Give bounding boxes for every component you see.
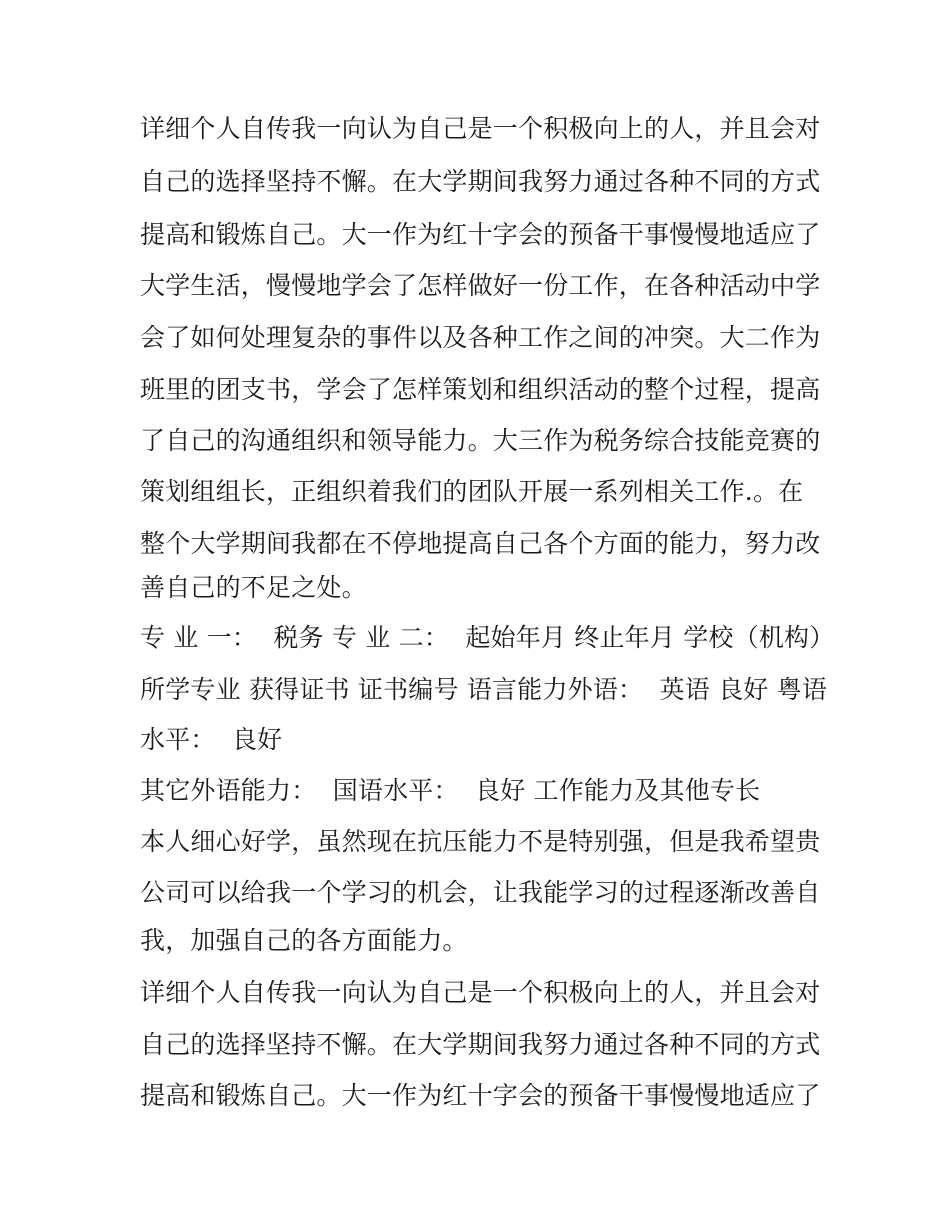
text-line: 大学生活，慢慢地学会了怎样做好一份工作，在各种活动中学: [140, 271, 821, 300]
text-line: 自己的选择坚持不懈。在大学期间我努力通过各种不同的方式: [140, 1030, 821, 1059]
text-line: 提高和锻炼自己。大一作为红十字会的预备干事慢慢地适应了: [140, 1081, 821, 1110]
text-line: 善自己的不足之处。: [140, 573, 367, 602]
text-line: 专 业 一： 税务 专 业 二： 起始年月 终止年月 学校（机构）: [140, 623, 835, 652]
text-line: 详细个人自传我一向认为自己是一个积极向上的人，并且会对: [140, 978, 821, 1007]
text-line: 了自己的沟通组织和领导能力。大三作为税务综合技能竞赛的: [140, 426, 821, 455]
text-line: 提高和锻炼自己。大一作为红十字会的预备干事慢慢地适应了: [140, 220, 821, 249]
text-line: 会了如何处理复杂的事件以及各种工作之间的冲突。大二作为: [140, 323, 821, 352]
text-line: 策划组组长，正组织着我们的团队开展一系列相关工作.。在: [140, 477, 804, 506]
text-line: 所学专业 获得证书 证书编号 语言能力外语： 英语 良好 粤语: [140, 675, 828, 704]
text-line: 详细个人自传我一向认为自己是一个积极向上的人，并且会对: [140, 114, 821, 143]
text-line: 整个大学期间我都在不停地提高自己各个方面的能力，努力改: [140, 529, 821, 558]
text-line: 自己的选择坚持不懈。在大学期间我努力通过各种不同的方式: [140, 167, 821, 196]
text-line: 其它外语能力： 国语水平： 良好 工作能力及其他专长: [140, 776, 761, 805]
text-line: 公司可以给我一个学习的机会，让我能学习的过程逐渐改善自: [140, 878, 821, 907]
text-line: 班里的团支书，学会了怎样策划和组织活动的整个过程，提高: [140, 375, 821, 404]
text-line: 本人细心好学，虽然现在抗压能力不是特别强，但是我希望贵: [140, 827, 821, 856]
text-line: 水平： 良好: [140, 725, 283, 754]
text-line: 我，加强自己的各方面能力。: [140, 926, 468, 955]
